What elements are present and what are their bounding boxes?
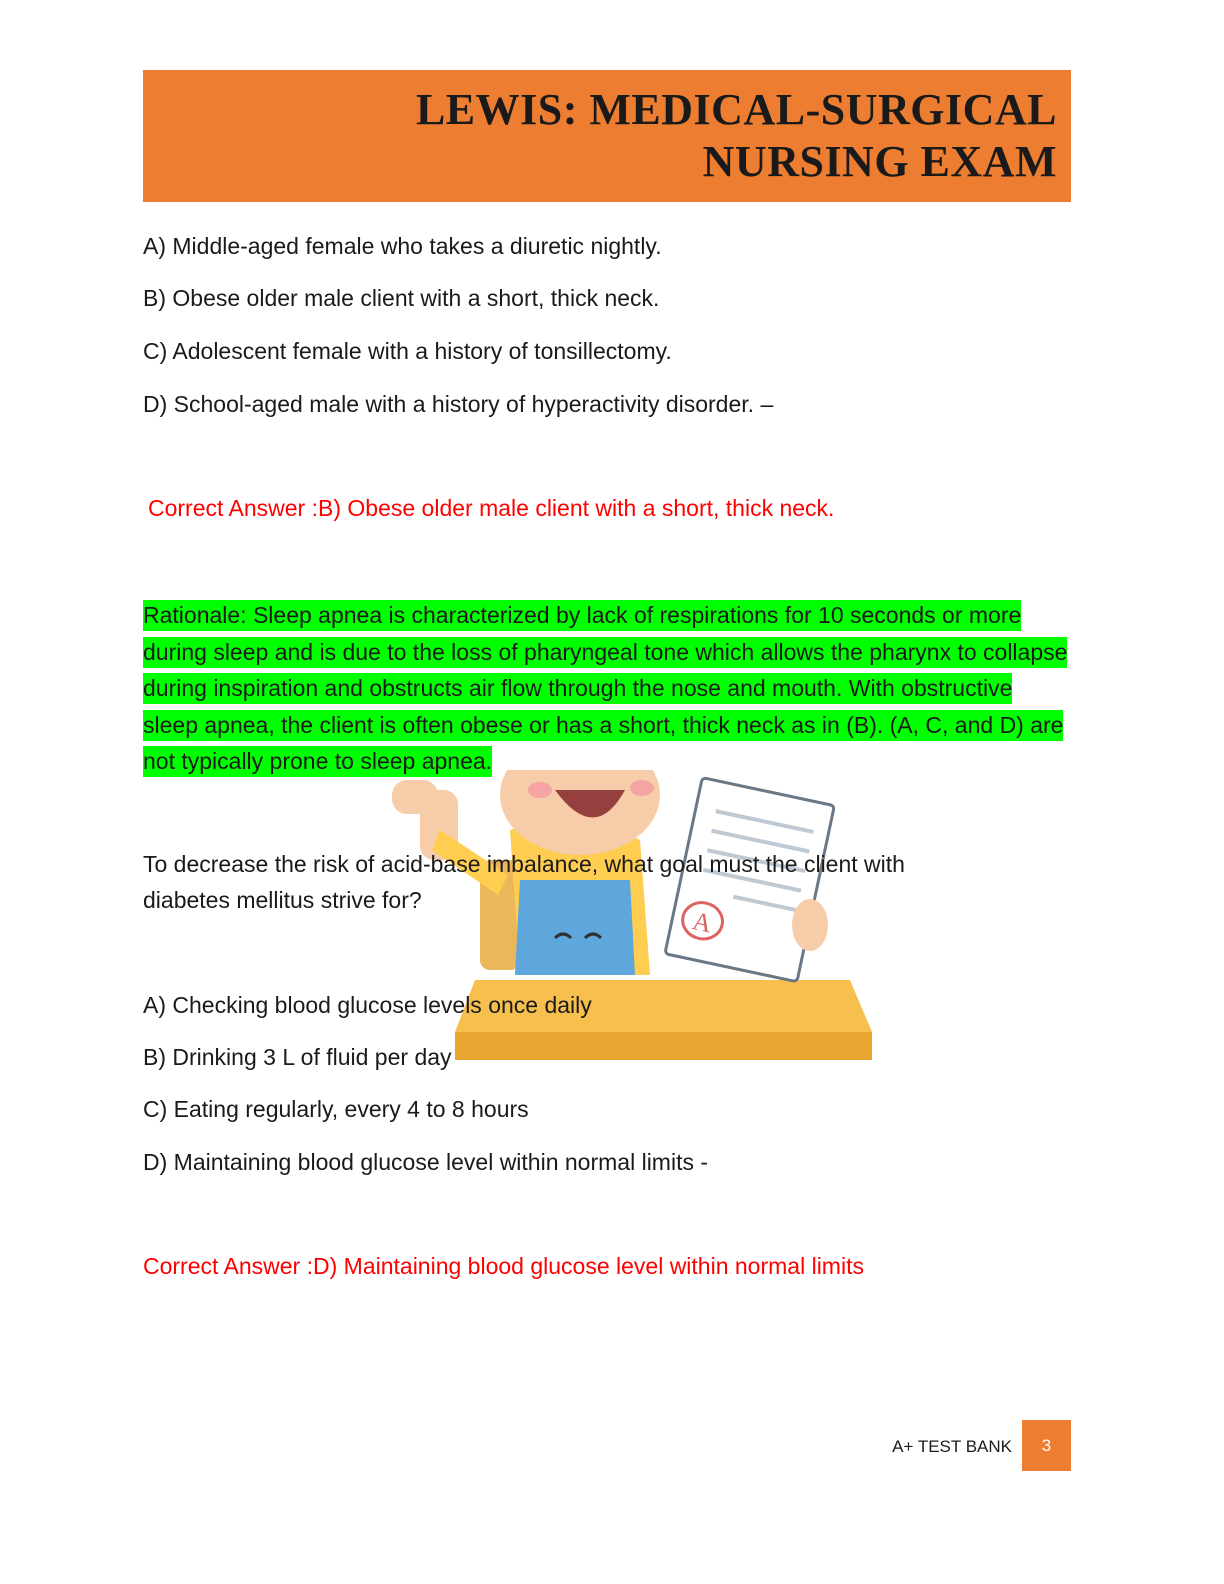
q1-rationale xyxy=(143,597,1068,780)
q2-correct-answer: Correct Answer :D) Maintaining blood glucose level within normal limits xyxy=(143,1253,864,1279)
page-number: 3 xyxy=(1022,1420,1071,1471)
student-illustration xyxy=(380,770,880,1070)
q1-option-a: A) Middle-aged female who takes a diuretic nightly. xyxy=(143,233,662,259)
q2-option-a: A) Checking blood glucose levels once daily xyxy=(143,992,592,1018)
q2-stem-line-1: To decrease the risk of acid-base imbalance, what goal must the client with xyxy=(143,851,905,877)
rationale-text: Rationale: Sleep apnea is characterized by lack of respirations for 10 seconds or more during sleep and is due to the loss of pharyngeal tone which allows the pharynx to collapse during inspiration and obstructs air flow through the nose and mouth. With obstructive sleep apnea, the client is often obese or has a short, thick neck as in (B). (A, C, and D) are not typically prone to sleep apnea. xyxy=(143,600,1067,777)
q2-option-d: D) Maintaining blood glucose level within normal limits - xyxy=(143,1149,709,1175)
document-title xyxy=(416,84,1057,188)
q1-option-d: D) School-aged male with a history of hyperactivity disorder. – xyxy=(143,391,774,417)
header-band xyxy=(143,70,1071,202)
q1-option-b: B) Obese older male client with a short, thick neck. xyxy=(143,285,660,311)
footer-label: A+ TEST BANK xyxy=(892,1437,1012,1456)
q2-stem-line-2: diabetes mellitus strive for? xyxy=(143,887,422,913)
overalls-shape xyxy=(515,880,635,975)
title-line-2: NURSING EXAM xyxy=(702,137,1057,186)
grade-mark: A xyxy=(690,906,715,939)
q2-option-c: C) Eating regularly, every 4 to 8 hours xyxy=(143,1096,529,1122)
graded-paper xyxy=(665,778,834,982)
q1-correct-answer: Correct Answer :B) Obese older male client with a short, thick neck. xyxy=(148,495,835,521)
title-line-1: LEWIS: MEDICAL-SURGICAL xyxy=(415,85,1057,134)
q2-option-b: B) Drinking 3 L of fluid per day xyxy=(143,1044,452,1070)
q1-option-c: C) Adolescent female with a history of tonsillectomy. xyxy=(143,338,672,364)
